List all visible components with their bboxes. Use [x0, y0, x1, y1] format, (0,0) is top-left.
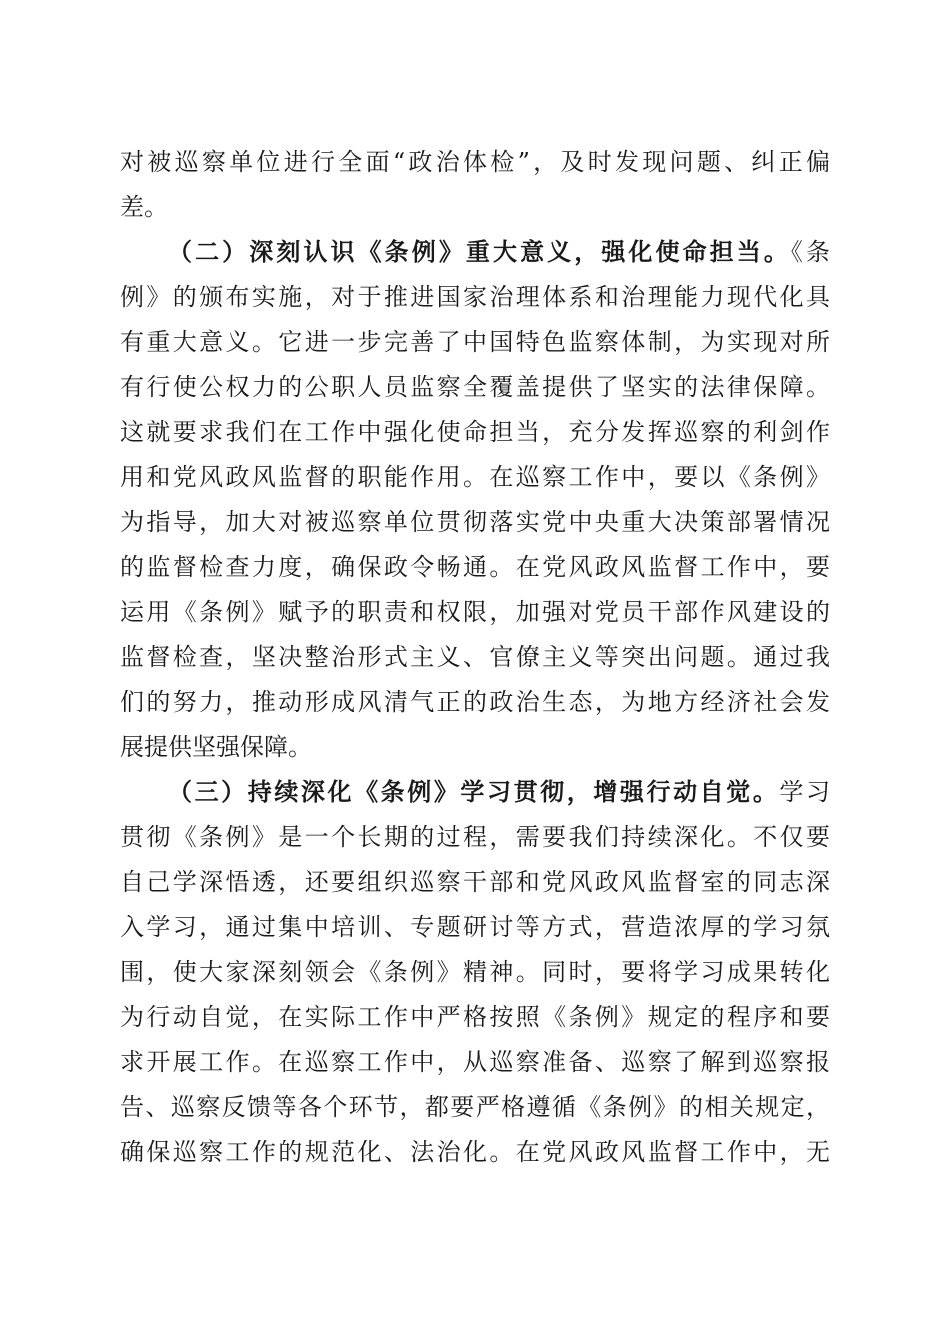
text-line: 运用《条例》赋予的职责和权限，加强对党员干部作风建设的	[120, 598, 830, 626]
text-line: 展提供坚强保障。	[120, 733, 312, 761]
text-line: 监督检查，坚决整治形式主义、官僚主义等突出问题。通过我	[120, 643, 830, 671]
text-line: 确保巡察工作的规范化、法治化。在党风政风监督工作中，无	[120, 1138, 830, 1166]
text-line: 有重大意义。它进一步完善了中国特色监察体制，为实现对所	[120, 328, 830, 356]
text-fragment: 学习	[779, 778, 831, 806]
text-line: 为行动自觉，在实际工作中严格按照《条例》规定的程序和要	[120, 1003, 830, 1031]
text-line: 差。	[120, 193, 168, 221]
paragraph-first-line	[168, 230, 830, 274]
text-line: 对被巡察单位进行全面“政治体检”，及时发现问题、纠正偏	[120, 148, 830, 176]
text-line: 们的努力，推动形成风清气正的政治生态，为地方经济社会发	[120, 688, 830, 716]
text-line: 贯彻《条例》是一个长期的过程，需要我们持续深化。不仅要	[120, 823, 830, 851]
section-heading: （三）持续深化《条例》学习贯彻，增强行动自觉。	[168, 777, 780, 806]
text-fragment: 《条	[790, 238, 831, 266]
text-line: 求开展工作。在巡察工作中，从巡察准备、巡察了解到巡察报	[120, 1048, 830, 1076]
text-line: 为指导，加大对被巡察单位贯彻落实党中央重大决策部署情况	[120, 508, 830, 536]
text-line: 用和党风政风监督的职能作用。在巡察工作中，要以《条例》	[120, 463, 830, 491]
text-line: 例》的颁布实施，对于推进国家治理体系和治理能力现代化具	[120, 283, 830, 311]
text-line: 告、巡察反馈等各个环节，都要严格遵循《条例》的相关规定，	[120, 1093, 830, 1121]
text-line: 围，使大家深刻领会《条例》精神。同时，要将学习成果转化	[120, 958, 830, 986]
text-line: 的监督检查力度，确保政令畅通。在党风政风监督工作中，要	[120, 553, 830, 581]
text-line: 入学习，通过集中培训、专题研讨等方式，营造浓厚的学习氛	[120, 913, 830, 941]
text-line: 自己学深悟透，还要组织巡察干部和党风政风监督室的同志深	[120, 868, 830, 896]
paragraph-first-line	[168, 770, 830, 814]
text-line: 有行使公权力的公职人员监察全覆盖提供了坚实的法律保障。	[120, 373, 830, 401]
text-line: 这就要求我们在工作中强化使命担当，充分发挥巡察的利剑作	[120, 418, 830, 446]
section-heading: （二）深刻认识《条例》重大意义，强化使命担当。	[168, 237, 791, 266]
